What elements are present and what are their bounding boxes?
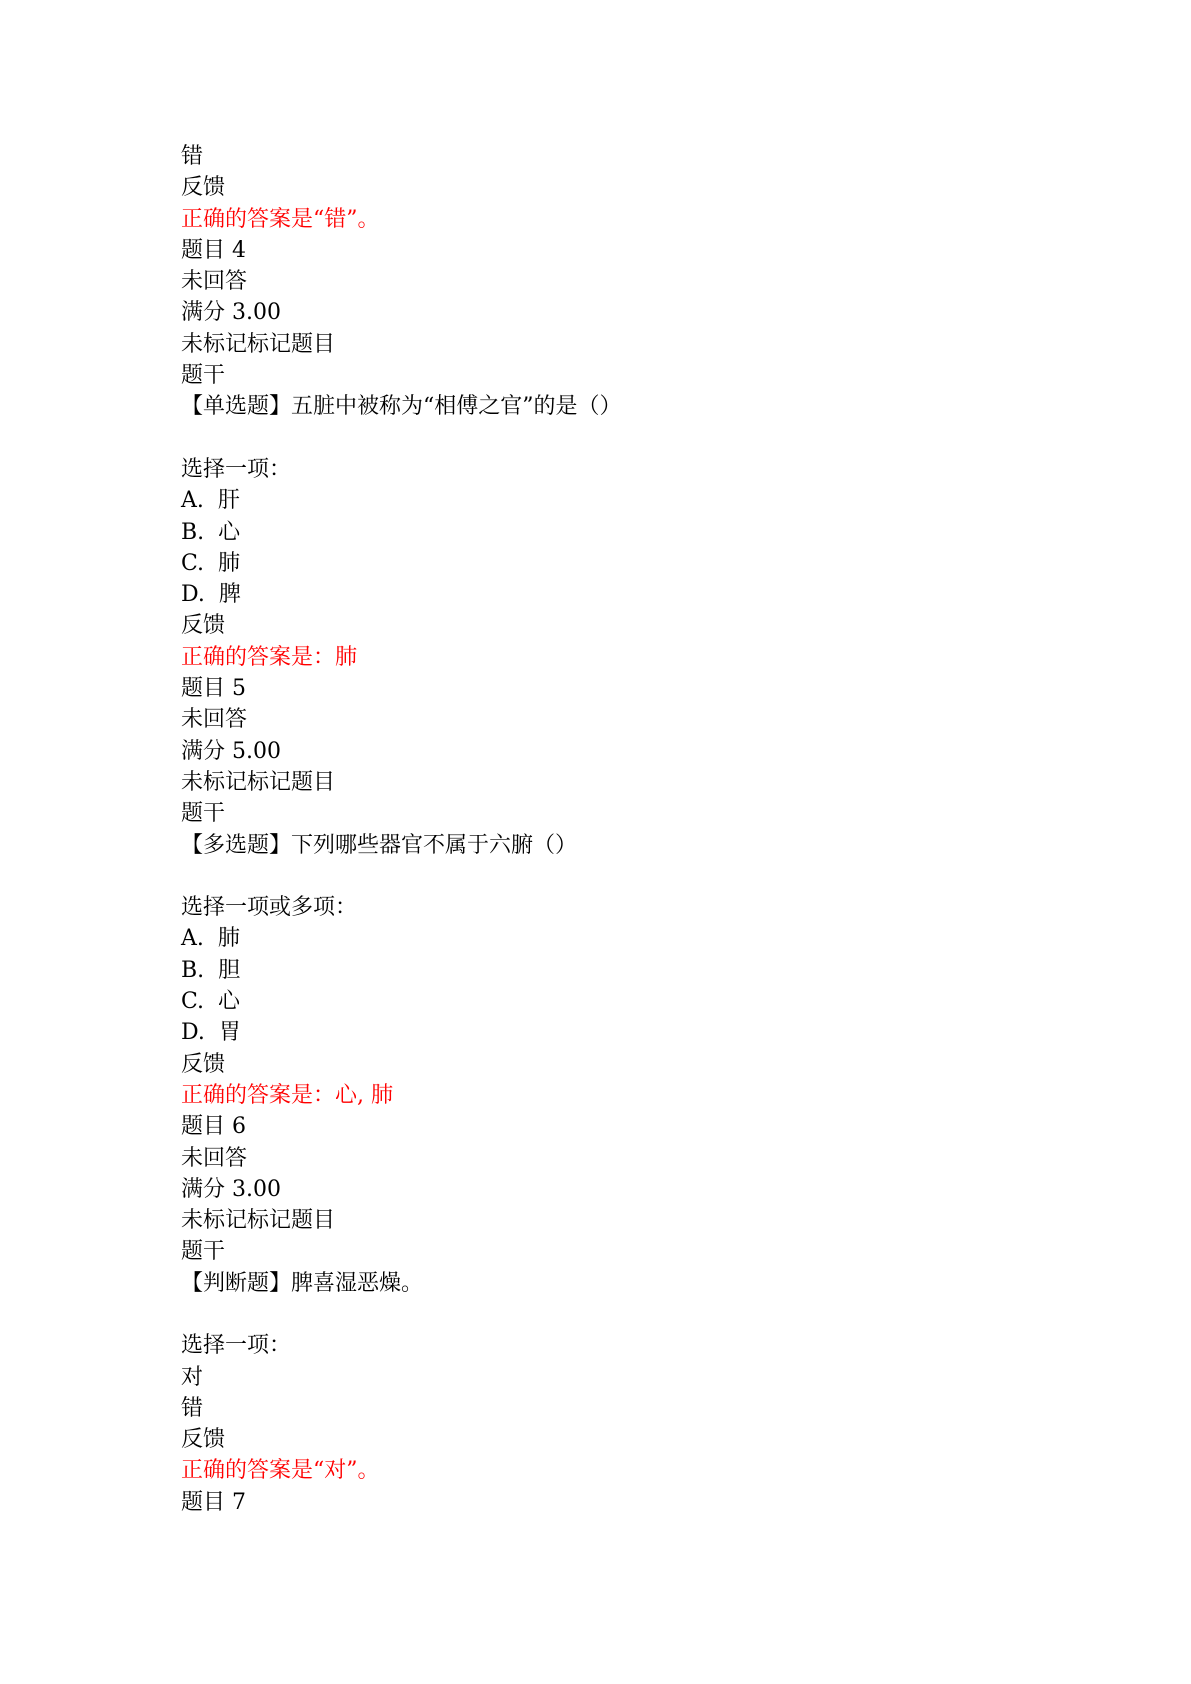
question-list — [181, 141, 1081, 1518]
option-a[interactable]: A. 肺 — [181, 926, 240, 952]
flag-question-link[interactable]: 未标记标记题目 — [181, 769, 336, 795]
spacer — [181, 861, 1081, 892]
spacer — [181, 1299, 1081, 1330]
correct-answer: 正确的答案是“错”。 — [181, 206, 380, 232]
option-a[interactable]: A. 肝 — [181, 488, 240, 514]
feedback-label: 反馈 — [181, 1427, 226, 1453]
feedback-label: 反馈 — [181, 1051, 226, 1077]
correct-answer: 正确的答案是：心, 肺 — [181, 1082, 393, 1108]
choice-prompt: 选择一项： — [181, 456, 292, 482]
flag-question-link[interactable]: 未标记标记题目 — [181, 1208, 336, 1234]
question-text: 【单选题】五脏中被称为“相傅之官”的是（） — [181, 394, 622, 420]
option-true[interactable]: 对 — [181, 1364, 204, 1390]
option-b[interactable]: B. 胆 — [181, 957, 241, 983]
choice-prompt: 选择一项或多项： — [181, 895, 358, 921]
option-c[interactable]: C. 心 — [181, 989, 241, 1015]
option-d[interactable]: D. 脾 — [181, 582, 241, 608]
correct-answer: 正确的答案是“对”。 — [181, 1458, 380, 1484]
option-false[interactable]: 错 — [181, 1395, 204, 1421]
question-text: 【判断题】脾喜湿恶燥。 — [181, 1270, 424, 1296]
question-number: 题目 6 — [181, 1114, 246, 1140]
option-c[interactable]: C. 肺 — [181, 550, 241, 576]
option-b[interactable]: B. 心 — [181, 519, 241, 545]
question-score: 满分 3.00 — [181, 1176, 281, 1202]
question-status: 未回答 — [181, 707, 248, 733]
question-status: 未回答 — [181, 1145, 248, 1171]
flag-question-link[interactable]: 未标记标记题目 — [181, 331, 336, 357]
option-wrong: 错 — [181, 144, 204, 169]
question-number: 题目 5 — [181, 676, 246, 702]
option-d[interactable]: D. 胃 — [181, 1020, 241, 1046]
stem-label: 题干 — [181, 1239, 226, 1265]
spacer — [181, 423, 1081, 454]
stem-label: 题干 — [181, 801, 226, 827]
question-status: 未回答 — [181, 269, 248, 295]
question-number: 题目 7 — [181, 1489, 246, 1515]
choice-prompt: 选择一项： — [181, 1333, 292, 1359]
feedback-label: 反馈 — [181, 175, 226, 201]
question-text: 【多选题】下列哪些器官不属于六腑（） — [181, 832, 578, 858]
feedback-label: 反馈 — [181, 613, 226, 639]
question-score: 满分 5.00 — [181, 738, 281, 764]
question-number: 题目 4 — [181, 237, 246, 263]
question-score: 满分 3.00 — [181, 300, 281, 326]
correct-answer: 正确的答案是：肺 — [181, 644, 358, 670]
stem-label: 题干 — [181, 363, 226, 389]
